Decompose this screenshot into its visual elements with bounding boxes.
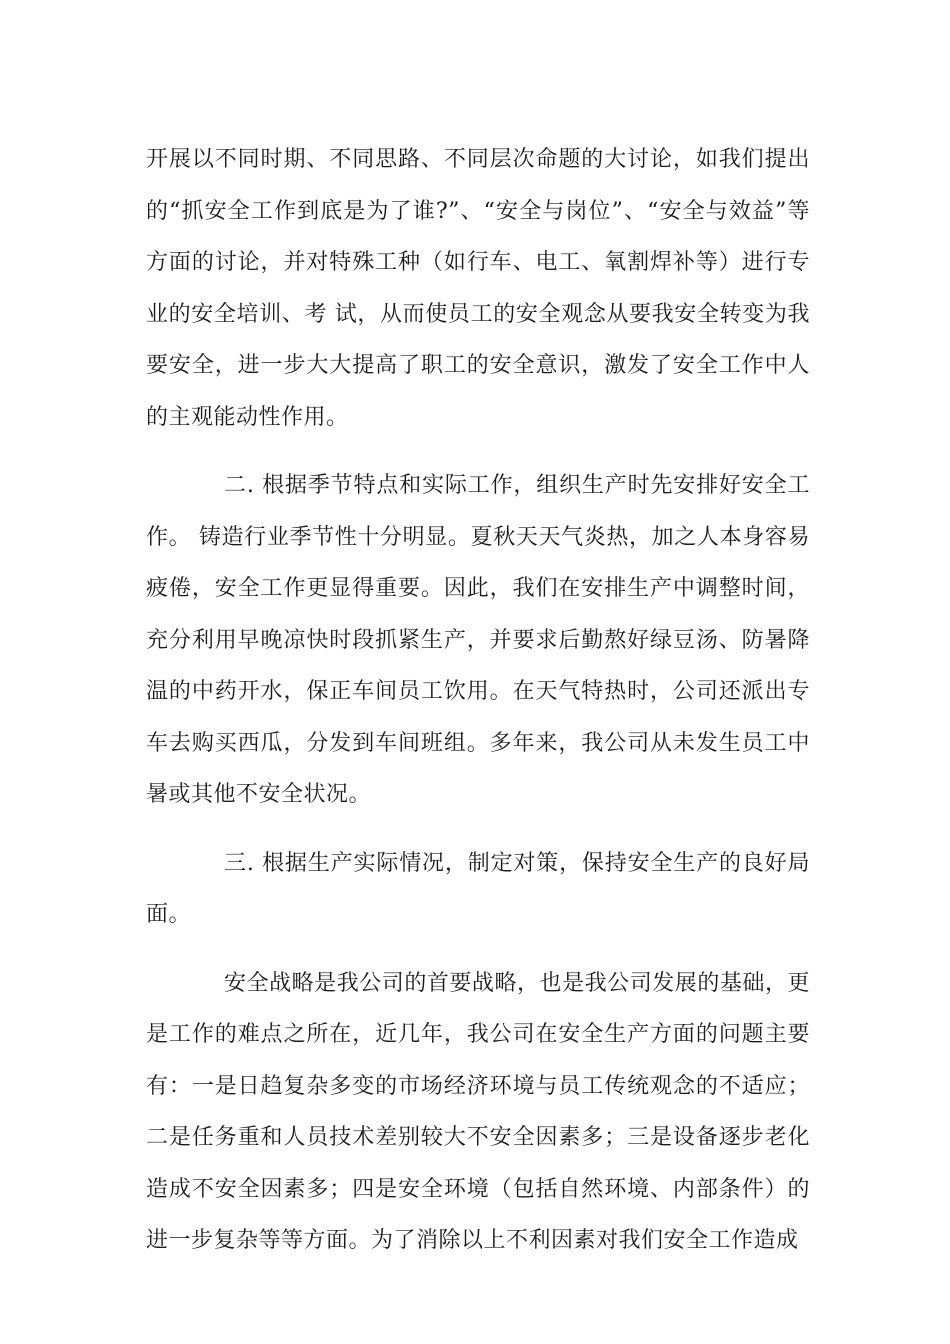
- paragraph-section-three-heading: 三. 根据生产实际情况，制定对策，保持安全生产的良好局面。: [146, 850, 810, 927]
- paragraph-strategy: 安全战略是我公司的首要战略，也是我公司发展的基础，更是工作的难点之所在，近几年，我公司在安全生产方面的问题主要有：一是日趋复杂多变的市场经济环境与员工传统观念的不适应；二是任务重和人员技术差别较大不安全因素多；三是设备逐步老化造成不安全因素多；四是安全环境（包括自然环境、内部条件）的进一步复杂等等方面。为了消除以上不利因素对我们安全工作造成: [146, 970, 810, 1253]
- paragraph-section-two: 二. 根据季节特点和实际工作，组织生产时先安排好安全工作。 铸造行业季节性十分明显。夏秋天天气炎热，加之人本身容易疲倦，安全工作更显得重要。因此，我们在安排生产中调整时间，充分利用早晚凉快时段抓紧生产，并要求后勤熬好绿豆汤、防暑降温的中药开水，保正车间员工饮用。在天气特热时，公司还派出专车去购买西瓜，分发到车间班组。多年来，我公司从未发生员工中暑或其他不安全状况。: [146, 473, 810, 807]
- document-body: [146, 134, 810, 1284]
- paragraph-discussion: 开展以不同时期、不同思路、不同层次命题的大讨论，如我们提出的“抓安全工作到底是为了谁?”、“安全与岗位”、“安全与效益”等方面的讨论，并对特殊工种（如行车、电工、氧割焊补等）进行专业的安全培训、考 试，从而使员工的安全观念从要我安全转变为我要安全，进一步大大提高了职工的安全意识，激发了安全工作中人的主观能动性作用。: [146, 147, 810, 430]
